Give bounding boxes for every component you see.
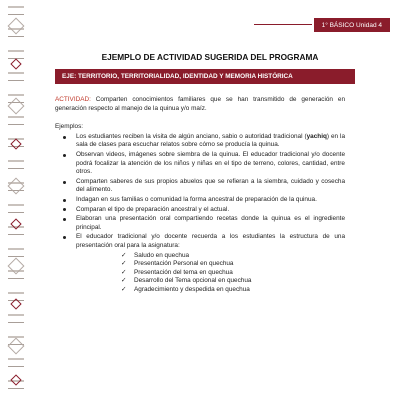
activity-description	[55, 96, 345, 113]
border-motif-icon	[8, 178, 25, 195]
list-item: Los estudiantes reciben la visita de algún anciano, sabio o autoridad tradicional (yachiq) en la sala de clases para escuchar relatos sobre cómo se producía la quinua.	[55, 133, 345, 150]
list-item: Elaboran una presentación oral compartiendo recetas donde la quinua es el ingrediente principal.	[55, 215, 345, 232]
border-motif-icon	[8, 258, 25, 275]
list-item: Comparten saberes de sus propios abuelos que se refieran a la siembra, cuidado y cosecha del alimento.	[55, 178, 345, 195]
decorative-border	[8, 0, 24, 400]
activity-label: ACTIVIDAD:	[55, 96, 91, 103]
check-icon: ✓	[121, 277, 127, 285]
border-motif-icon	[10, 298, 21, 309]
checklist-item: ✓ Desarrollo del Tema opcional en quechua	[121, 277, 252, 285]
border-motif-icon	[8, 98, 25, 115]
presentation-structure-list	[76, 252, 345, 295]
list-item: Indagan en sus familias o comunidad la forma ancestral de preparación de la quinua.	[55, 196, 345, 205]
check-icon: ✓	[121, 260, 127, 268]
border-motif-icon	[8, 338, 25, 355]
checklist-item: ✓ Agradecimiento y despedida en quechua	[121, 285, 250, 293]
examples-label: Ejemplos:	[55, 123, 84, 131]
border-motif-icon	[10, 138, 21, 149]
border-motif-icon	[10, 374, 21, 385]
content-body	[55, 96, 345, 295]
check-icon: ✓	[121, 285, 127, 293]
checklist-item: ✓ Presentación del tema en quechua	[121, 268, 233, 276]
border-motif-icon	[8, 18, 25, 35]
page-title: EJEMPLO DE ACTIVIDAD SUGERIDA DEL PROGRAMA	[101, 52, 319, 62]
check-icon: ✓	[121, 251, 127, 259]
activity-text: Comparten conocimientos familiares que se han transmitido de generación en generación respecto al manejo de la quinua y/o maíz.	[55, 96, 345, 112]
axis-banner: EJE: TERRITORIO, TERRITORIALIDAD, IDENTIDAD Y MEMORIA HISTÓRICA	[55, 69, 355, 84]
keyword-yachiq: yachiq	[306, 132, 327, 140]
examples-list	[55, 133, 345, 295]
list-item: Observan videos, imágenes sobre siembra de la quinua. El educador tradicional y/o docente podrá focalizar la atención de los niños y niñas en el tipo de terreno, colores, cantidad, entre otros.	[55, 151, 345, 177]
checklist-item: ✓ Presentación Personal en quechua	[121, 260, 234, 268]
list-item: Comparan el tipo de preparación ancestral y el actual.	[55, 206, 345, 215]
checklist-item: ✓ Saludo en quechua	[121, 251, 190, 259]
border-motif-icon	[10, 58, 21, 69]
list-item: El educador tradicional y/o docente recuerda a los estudiantes la estructura de una presentación oral para la asignatura: ✓ Saludo en quechua ✓ Presentación Personal en quechua ✓ Presentación del tema en quechua ✓ Desarrollo del Tema opcional en quechua ✓ Agradecimiento y despedida en quechua	[55, 233, 345, 294]
unit-tab: 1° BÁSICO Unidad 4	[314, 18, 390, 32]
check-icon: ✓	[121, 268, 127, 276]
border-motif-icon	[10, 218, 21, 229]
